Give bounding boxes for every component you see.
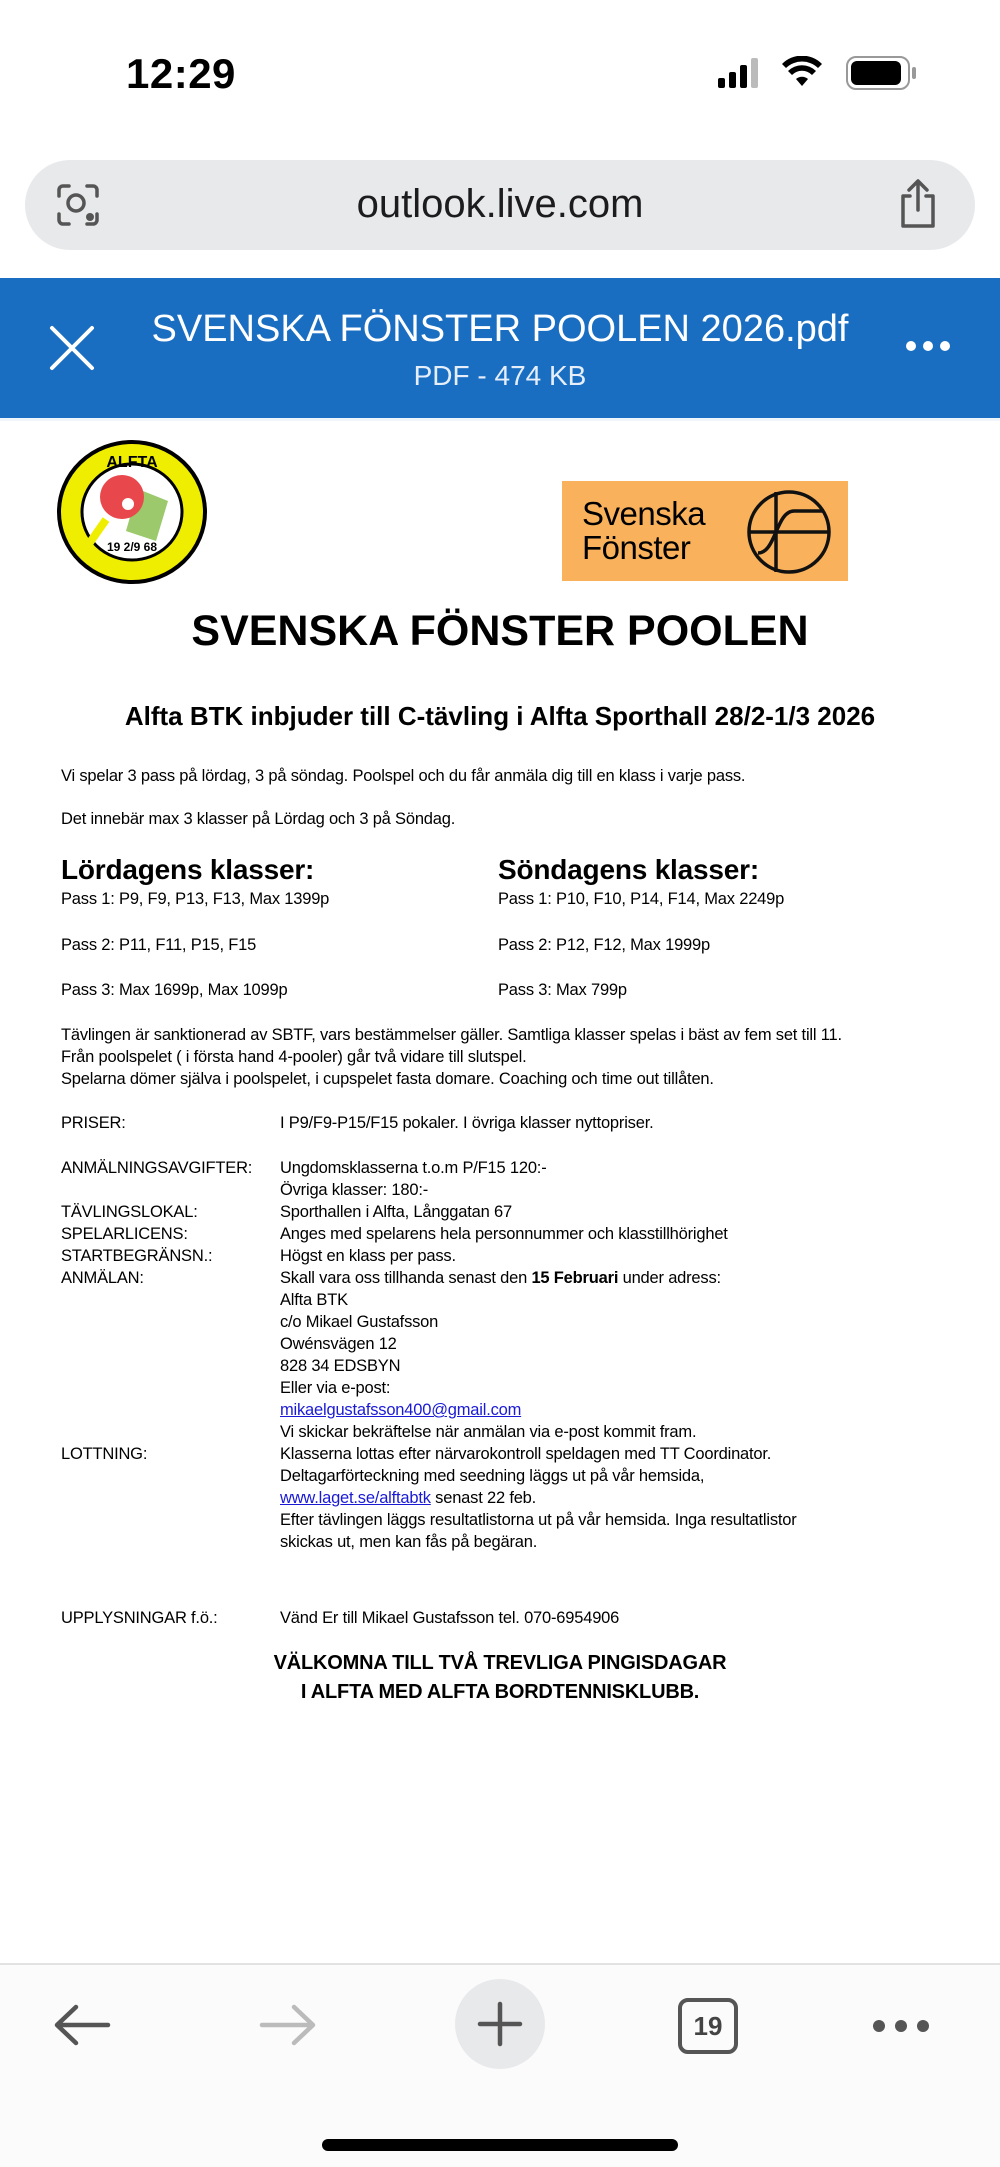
saturday-pass: Pass 3: Max 1699p, Max 1099p: [61, 981, 288, 999]
sunday-pass: Pass 3: Max 799p: [498, 981, 627, 999]
svg-text:ALFTA: ALFTA: [106, 454, 158, 471]
draw-date: senast 22 feb.: [430, 1489, 537, 1507]
sunday-pass: Pass 2: P12, F12, Max 1999p: [498, 936, 710, 954]
rules-text: Tävlingen är sanktionerad av SBTF, vars bestämmelser gäller. Samtliga klasser spelas i bäst av fem set till 11.: [61, 1026, 842, 1044]
saturday-pass: Pass 2: P11, F11, P15, F15: [61, 936, 257, 954]
alfta-btk-logo: [56, 439, 208, 585]
fees-label: ANMÄLNINGSAVGIFTER:: [61, 1159, 253, 1177]
battery-icon: [846, 56, 918, 90]
email-link[interactable]: mikaelgustafsson400@gmail.com: [280, 1401, 522, 1419]
file-info: PDF - 474 KB: [413, 360, 587, 391]
registration-label: ANMÄLAN:: [61, 1269, 144, 1287]
deadline-date: 15 Februari: [531, 1269, 619, 1287]
intro-text: Vi spelar 3 pass på lördag, 3 på söndag. Poolspel och du får anmäla dig till en klass i varje pass.: [61, 767, 746, 785]
fees-value: Övriga klasser: 180:-: [280, 1181, 429, 1199]
status-bar: [0, 0, 1000, 140]
home-indicator[interactable]: [322, 2139, 678, 2151]
deadline-pre: Skall vara oss tillhanda senast den: [280, 1269, 532, 1287]
menu-icon[interactable]: [872, 2019, 930, 2033]
address-line: Alfta BTK: [280, 1291, 348, 1309]
info-value: Vänd Er till Mikael Gustafsson tel. 070-6954906: [280, 1609, 620, 1627]
svenska-fonster-logo: [562, 481, 848, 581]
priser-value: I P9/F9-P15/F15 pokaler. I övriga klasser nyttopriser.: [280, 1114, 654, 1132]
license-value: Anges med spelarens hela personnummer och klasstillhörighet: [280, 1225, 728, 1243]
address-line: Eller via e-post:: [280, 1379, 391, 1397]
fees-value: Ungdomsklasserna t.o.m P/F15 120:-: [280, 1159, 547, 1177]
draw-text: Deltagarförteckning med seedning läggs ut på vår hemsida,: [280, 1467, 705, 1485]
pdf-viewer-header: [0, 278, 1000, 418]
confirmation-text: Vi skickar bekräftelse när anmälan via e-post kommit fram.: [280, 1423, 697, 1441]
sponsor-line-1: Svenska: [582, 495, 706, 532]
address-line: Owénsvägen 12: [280, 1335, 397, 1353]
plus-icon: [477, 2001, 523, 2047]
tabs-button[interactable]: 19: [678, 1998, 738, 2054]
cellular-signal-icon: [718, 58, 760, 88]
saturday-heading: Lördagens klasser:: [61, 854, 315, 885]
back-icon[interactable]: [52, 2003, 112, 2047]
venue-label: TÄVLINGSLOKAL:: [61, 1203, 198, 1221]
start-limit-value: Högst en klass per pass.: [280, 1247, 456, 1265]
draw-text: skickas ut, men kan fås på begäran.: [280, 1533, 538, 1551]
forward-icon[interactable]: [258, 2003, 318, 2047]
wifi-icon: [782, 56, 822, 88]
welcome-text: VÄLKOMNA TILL TVÅ TREVLIGA PINGISDAGAR: [273, 1652, 727, 1674]
address-line: 828 34 EDSBYN: [280, 1357, 401, 1375]
document-subtitle: Alfta BTK inbjuder till C-tävling i Alfta Sporthall 28/2-1/3 2026: [124, 701, 876, 731]
start-limit-label: STARTBEGRÄNSN.:: [61, 1247, 213, 1265]
intro-text: Det innebär max 3 klasser på Lördag och 3 på Söndag.: [61, 810, 456, 828]
rules-text: Spelarna dömer själva i poolspelet, i cupspelet fasta domare. Coaching och time out tillåten.: [61, 1070, 714, 1088]
sunday-pass: Pass 1: P10, F10, P14, F14, Max 2249p: [498, 890, 785, 908]
welcome-text: I ALFTA MED ALFTA BORDTENNISKLUBB.: [300, 1681, 700, 1703]
address-line: c/o Mikael Gustafsson: [280, 1313, 439, 1331]
new-tab-button[interactable]: [455, 1979, 545, 2069]
draw-label: LOTTNING:: [61, 1445, 148, 1463]
deadline-post: under adress:: [618, 1269, 721, 1287]
share-icon[interactable]: [895, 178, 941, 230]
draw-text: Efter tävlingen läggs resultatlistorna ut på vår hemsida. Inga resultatlistor: [280, 1511, 797, 1529]
file-name: SVENSKA FÖNSTER POOLEN 2026.pdf: [151, 308, 849, 350]
draw-text: [280, 1488, 536, 1508]
svg-text:19 2/9 68: 19 2/9 68: [106, 540, 158, 554]
sunday-heading: Söndagens klasser:: [498, 854, 759, 885]
info-label: UPPLYSNINGAR f.ö.:: [61, 1609, 218, 1627]
browser-toolbar: [0, 1963, 1000, 2167]
draw-text: Klasserna lottas efter närvarokontroll speldagen med TT Coordinator.: [280, 1445, 772, 1463]
sponsor-name: [582, 497, 705, 565]
address-bar[interactable]: [25, 160, 975, 250]
sponsor-line-2: Fönster: [582, 529, 691, 566]
sponsor-emblem-icon: [746, 489, 832, 575]
document-title: SVENSKA FÖNSTER POOLEN: [191, 607, 809, 655]
license-label: SPELARLICENS:: [61, 1225, 188, 1243]
registration-deadline: [280, 1268, 721, 1288]
rules-text: Från poolspelet ( i första hand 4-pooler) går två vidare till slutspel.: [61, 1048, 527, 1066]
url-text[interactable]: outlook.live.com: [356, 182, 644, 226]
website-link[interactable]: www.laget.se/alftabtk: [280, 1489, 431, 1507]
venue-value: Sporthallen i Alfta, Långgatan 67: [280, 1203, 512, 1221]
saturday-pass: Pass 1: P9, F9, P13, F13, Max 1399p: [61, 890, 330, 908]
more-options-icon[interactable]: [905, 340, 951, 352]
clock: 12:29: [126, 50, 236, 97]
priser-label: PRISER:: [61, 1114, 126, 1132]
pdf-page: [0, 418, 1000, 1963]
